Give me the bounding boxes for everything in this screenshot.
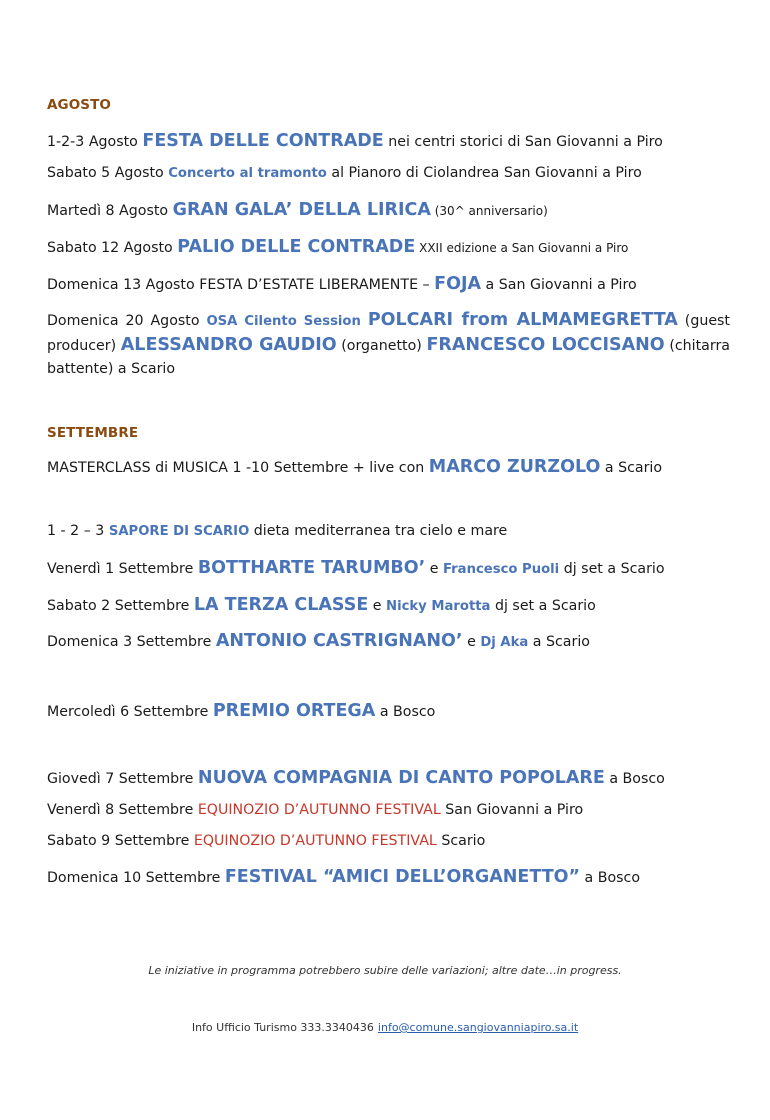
event-date: 1-2-3 Agosto	[47, 134, 143, 150]
event-place: a Scario	[528, 634, 590, 650]
event-date: Sabato 9 Settembre	[47, 833, 194, 849]
event-date: Sabato 2 Settembre	[47, 598, 194, 614]
event-line	[47, 166, 642, 182]
event-place: a Bosco	[580, 870, 641, 886]
event-date: 1 - 2 – 3	[47, 523, 109, 539]
event-title: PALIO DELLE CONTRADE	[177, 237, 416, 257]
event-title: EQUINOZIO D’AUTUNNO FESTIVAL	[197, 802, 441, 818]
conjunction: e	[425, 561, 444, 577]
event-date: Domenica 13 Agosto FESTA D’ESTATE LIBERAMENTE –	[47, 277, 435, 293]
event-place: a Scario	[600, 460, 663, 476]
event-line	[47, 596, 596, 615]
event-title: GRAN GALA’ DELLA LIRICA	[172, 200, 431, 220]
event-line	[47, 769, 665, 788]
event-place: al Pianoro di Ciolandrea San Giovanni a Piro	[326, 165, 642, 181]
event-title: FESTIVAL “AMICI DELL’ORGANETTO”	[224, 867, 581, 887]
event-place: San Giovanni a Piro	[440, 802, 584, 818]
disclaimer-note: Le iniziative in programma potrebbero subire delle variazioni; altre date…in progress.	[148, 964, 622, 977]
event-date: Domenica 10 Settembre	[47, 870, 225, 886]
event-date: Venerdì 8 Settembre	[47, 802, 198, 818]
event-title: FOJA	[434, 274, 482, 294]
section-title-agosto: AGOSTO	[47, 97, 112, 113]
event-place: nei centri storici di San Giovanni a Piro	[383, 134, 663, 150]
event-date: Giovedì 7 Settembre	[47, 771, 198, 787]
event-title: EQUINOZIO D’AUTUNNO FESTIVAL	[193, 833, 437, 849]
event-line	[47, 275, 637, 294]
event-title: Concerto al tramonto	[168, 166, 327, 181]
event-note: (30^ anniversario)	[430, 204, 548, 218]
event-note: dieta mediterranea tra cielo e mare	[249, 523, 508, 539]
conjunction: e	[462, 634, 481, 650]
spacer	[361, 313, 368, 329]
event-artist: ALESSANDRO GAUDIO	[120, 334, 337, 355]
event-date: Martedì 8 Agosto	[47, 203, 173, 219]
event-artist: Nicky Marotta	[386, 599, 491, 614]
event-line	[47, 458, 662, 477]
event-title: ANTONIO CASTRIGNANO’	[215, 631, 463, 651]
event-date: Domenica 3 Settembre	[47, 634, 216, 650]
event-place: XXII edizione a San Giovanni a Piro	[415, 241, 629, 255]
event-date: MASTERCLASS di MUSICA 1 -10 Settembre + live con	[47, 460, 429, 476]
email-link[interactable]: info@comune.sangiovanniapiro.sa.it	[377, 1021, 579, 1034]
event-line	[47, 803, 583, 819]
event-line	[47, 702, 435, 721]
event-title: BOTTHARTE TARUMBO’	[197, 558, 426, 578]
event-line	[47, 238, 628, 257]
event-line	[47, 632, 590, 651]
info-line	[0, 1021, 770, 1034]
event-title: NUOVA COMPAGNIA DI CANTO POPOLARE	[197, 768, 605, 788]
event-line	[47, 559, 665, 578]
event-title: PREMIO ORTEGA	[212, 701, 376, 721]
event-artist: FRANCESCO LOCCISANO	[426, 334, 665, 355]
event-date: Sabato 5 Agosto	[47, 165, 169, 181]
section-title-settembre: SETTEMBRE	[47, 425, 139, 441]
event-line	[47, 868, 640, 887]
event-title: LA TERZA CLASSE	[193, 595, 369, 615]
event-place: dj set a Scario	[559, 561, 665, 577]
event-title: SAPORE DI SCARIO	[108, 524, 250, 539]
event-place: (chitarra battente) a Scario	[47, 337, 730, 377]
event-title: MARCO ZURZOLO	[428, 457, 601, 477]
event-paragraph	[47, 309, 730, 382]
event-place: a Bosco	[604, 771, 665, 787]
event-date: Mercoledì 6 Settembre	[47, 704, 213, 720]
event-note: (guest producer)	[47, 313, 730, 354]
event-place: a San Giovanni a Piro	[481, 277, 637, 293]
event-title: OSA Cilento Session	[206, 314, 361, 329]
event-artist: POLCARI from ALMAMEGRETTA	[367, 310, 678, 330]
event-line	[47, 201, 548, 220]
event-artist: Dj Aka	[480, 635, 529, 650]
event-place: dj set a Scario	[490, 598, 596, 614]
event-note: (organetto)	[336, 337, 427, 354]
event-date: Sabato 12 Agosto	[47, 240, 178, 256]
conjunction: e	[368, 598, 387, 614]
info-label: Info Ufficio Turismo 333.3340436	[191, 1021, 374, 1034]
event-line	[47, 834, 485, 850]
event-date: Domenica 20 Agosto	[47, 313, 207, 329]
event-line	[47, 132, 663, 151]
event-place: Scario	[436, 833, 486, 849]
event-date: Venerdì 1 Settembre	[47, 561, 198, 577]
event-artist: Francesco Puoli	[443, 562, 560, 577]
event-title: FESTA DELLE CONTRADE	[142, 131, 384, 151]
event-place: a Bosco	[375, 704, 436, 720]
event-line	[47, 524, 507, 540]
